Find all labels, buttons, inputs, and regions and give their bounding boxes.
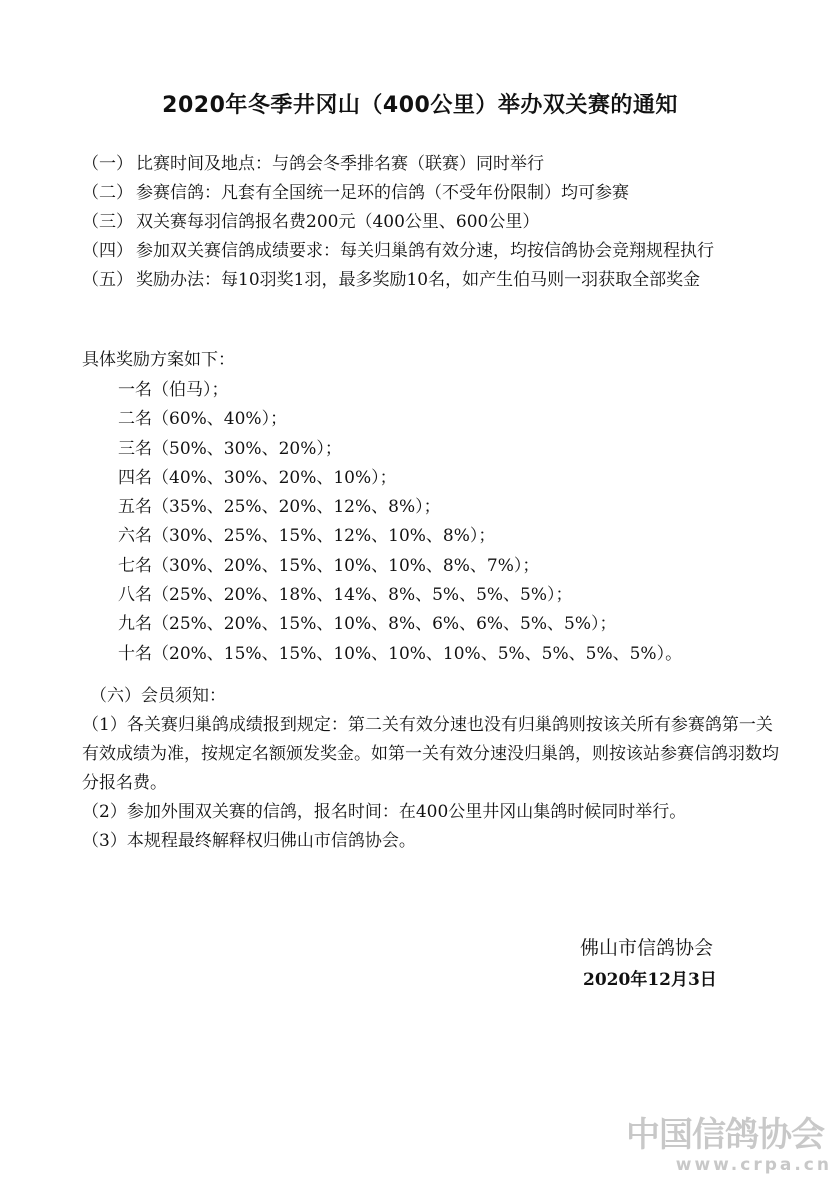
watermark-url: www.crpa.cn — [675, 1155, 832, 1175]
reward-item: 四名（40%、30%、20%、10%）； — [118, 467, 397, 488]
note-item: （3）本规程最终解释权归佛山市信鸽协会。 — [82, 831, 416, 851]
reward-item: 一名（伯马）； — [118, 380, 229, 400]
section-label: （四） — [82, 241, 133, 261]
members-notes — [82, 711, 782, 856]
rewards-intro: 具体奖励方案如下： — [82, 350, 235, 370]
section-label: （一） — [82, 154, 133, 174]
section-item — [82, 208, 782, 237]
section-item — [82, 150, 782, 179]
note-item: （2）参加外围双关赛的信鸽，报名时间：在400公里井冈山集鸽时候同时举行。 — [82, 802, 687, 822]
reward-item: 五名（35%、25%、20%、12%、8%）； — [118, 497, 441, 518]
signature-organization: 佛山市信鸽协会 — [580, 937, 714, 959]
section-label: （五） — [82, 270, 133, 290]
notice-sections — [82, 150, 782, 295]
signature-date: 2020年12月3日 — [583, 970, 717, 990]
reward-item: 二名（60%、40%）； — [118, 409, 288, 430]
section-text: 奖励办法：每10羽奖1羽，最多奖励10名，如产生伯马则一羽获取全部奖金 — [136, 270, 701, 290]
document-title: 2020年冬季井冈山（400公里）举办双关赛的通知 — [162, 93, 678, 118]
reward-item: 十名（20%、15%、15%、10%、10%、10%、5%、5%、5%、5%）。 — [118, 643, 683, 664]
section-item — [82, 179, 782, 208]
reward-item: 八名（25%、20%、18%、14%、8%、5%、5%、5%）； — [118, 585, 573, 606]
reward-item: 六名（30%、25%、15%、12%、10%、8%）； — [118, 526, 496, 547]
section-label: （二） — [82, 183, 133, 203]
reward-item: 九名（25%、20%、15%、10%、8%、6%、6%、5%、5%）； — [118, 614, 617, 635]
reward-item: 三名（50%、30%、20%）； — [118, 438, 342, 459]
rewards-list — [118, 376, 682, 669]
section-text: 参加双关赛信鸽成绩要求：每关归巢鸽有效分速，均按信鸽协会竞翔规程执行 — [136, 241, 714, 261]
section-text: 比赛时间及地点：与鸽会冬季排名赛（联赛）同时举行 — [136, 154, 544, 174]
section-text: 双关赛每羽信鸽报名费200元（400公里、600公里） — [136, 212, 540, 232]
note-item: （1）各关赛归巢鸽成绩报到规定：第二关有效分速也没有归巢鸽则按该关所有参赛鸽第一关有效成绩为准，按规定名额颁发奖金。如第一关有效分速没归巢鸽，则按该站参赛信鸽羽数均分报名费。 — [82, 715, 779, 793]
members-notice-heading: （六）会员须知： — [90, 686, 226, 706]
watermark-name: 中国信鸽协会 — [626, 1115, 824, 1155]
watermark-logo — [626, 1116, 832, 1176]
section-item — [82, 266, 782, 295]
section-item — [82, 237, 782, 266]
reward-item: 七名（30%、20%、15%、10%、10%、8%、7%）； — [118, 555, 540, 576]
section-text: 参赛信鸽：凡套有全国统一足环的信鸽（不受年份限制）均可参赛 — [136, 183, 629, 203]
section-label: （三） — [82, 212, 133, 232]
